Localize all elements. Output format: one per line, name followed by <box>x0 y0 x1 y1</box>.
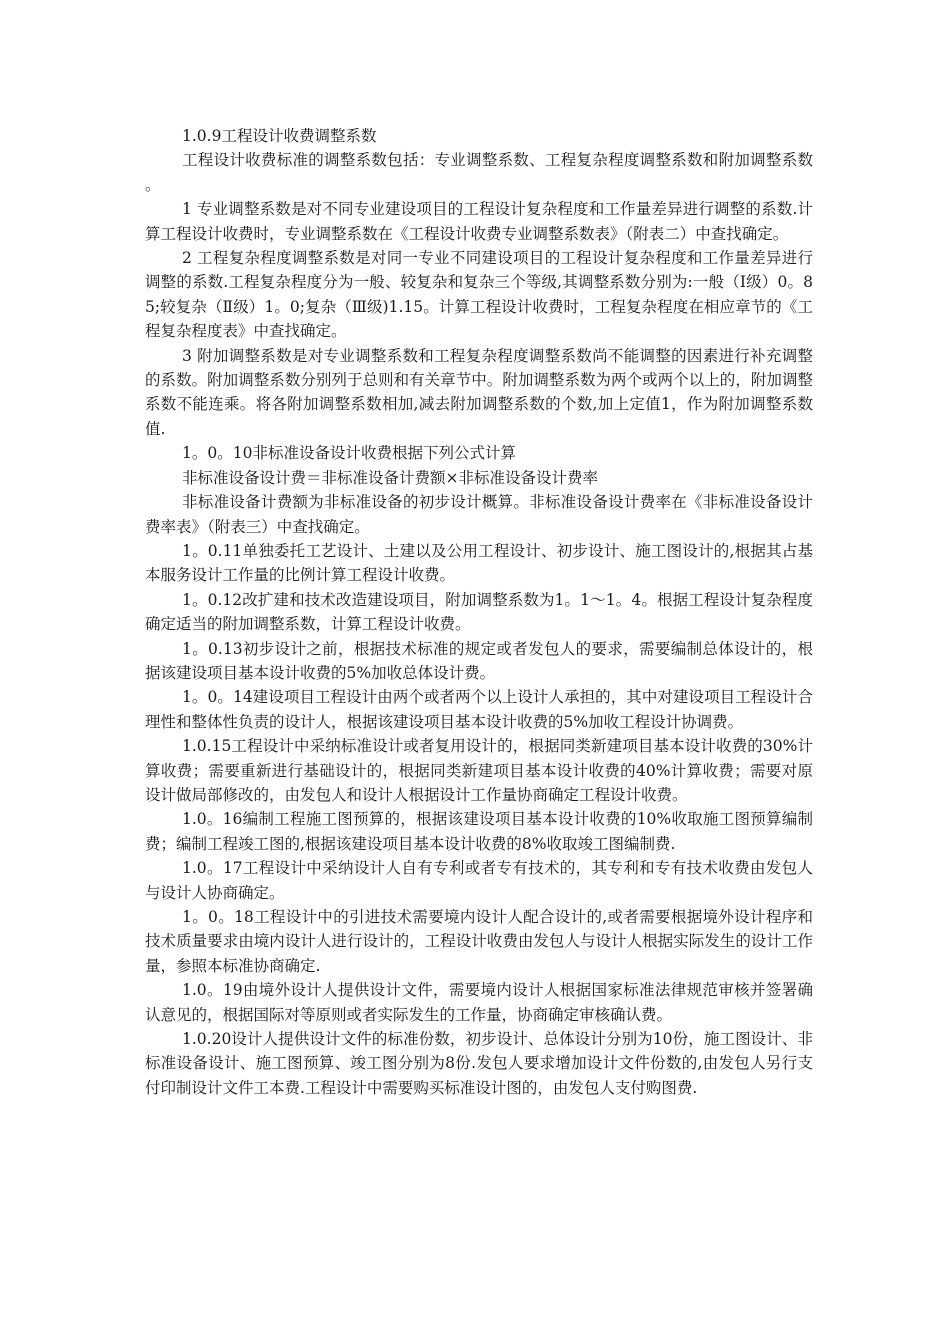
paragraph-complexity-coefficient: 2 工程复杂程度调整系数是对同一专业不同建设项目的工程设计复杂程度和工作量差异进行调整的系数.工程复杂程度分为一般、较复杂和复杂三个等级,其调整系数分别为:一般（Ⅰ级）0。85;较复杂（Ⅱ级）1。0;复杂（Ⅲ级)1.15。计算工程设计收费时，工程复杂程度在相应章节的《工程复杂程度表》中查找确定。 <box>145 249 813 341</box>
paragraph-1-0-18: 1。0。18工程设计中的引进技术需要境内设计人配合设计的,或者需要根据境外设计程序和技术质量要求由境内设计人进行设计的，工程设计收费由发包人与设计人根据实际发生的设计工作量，参照本标准协商确定. <box>145 908 813 975</box>
section-heading-1-0-9: 1.0.9工程设计收费调整系数 <box>182 127 377 145</box>
paragraph-adjustment-overview: 工程设计收费标准的调整系数包括：专业调整系数、工程复杂程度调整系数和附加调整系数。 <box>145 151 813 194</box>
paragraph-professional-coefficient: 1 专业调整系数是对不同专业建设项目的工程设计复杂程度和工作量差异进行调整的系数.计算工程设计收费时，专业调整系数在《工程设计收费专业调整系数表》（附表二）中查找确定。 <box>145 200 813 243</box>
paragraph-1-0-11: 1。0.11单独委托工艺设计、土建以及公用工程设计、初步设计、施工图设计的,根据其占基本服务设计工作量的比例计算工程设计收费。 <box>145 541 813 585</box>
section-heading-1-0-10: 1。0。10非标准设备设计收费根据下列公式计算 <box>182 444 516 463</box>
paragraph-1-0-12: 1。0.12改扩建和技术改造建设项目，附加调整系数为1。1～1。4。根据工程设计复杂程度确定适当的附加调整系数，计算工程设计收费。 <box>145 590 813 634</box>
paragraph-1-0-16: 1.0。16编制工程施工图预算的，根据该建设项目基本设计收费的10%收取施工图预算编制费；编制工程竣工图的,根据该建设项目基本设计收费的8%收取竣工图编制费. <box>145 810 813 853</box>
formula-line: 非标准设备设计费＝非标准设备计费额×非标准设备设计费率 <box>182 468 598 487</box>
paragraph-1-0-15: 1.0.15工程设计中采纳标准设计或者复用设计的，根据同类新建项目基本设计收费的30%计算收费；需要重新进行基础设计的，根据同类新建项目基本设计收费的40%计算收费；需要对原设计做局部修改的，由发包人和设计人根据设计工作量协商确定工程设计收费。 <box>145 737 813 804</box>
paragraph-1-0-17: 1.0。17工程设计中采纳设计人自有专利或者专有技术的，其专利和专有技术收费由发包人与设计人协商确定。 <box>145 859 813 902</box>
paragraph-1-0-13: 1。0.13初步设计之前，根据技术标准的规定或者发包人的要求，需要编制总体设计的，根据该建设项目基本设计收费的5%加收总体设计费。 <box>145 639 813 682</box>
paragraph-additional-coefficient: 3 附加调整系数是对专业调整系数和工程复杂程度调整系数尚不能调整的因素进行补充调整的系数。附加调整系数分别列于总则和有关章节中。附加调整系数为两个或两个以上的，附加调整系数不能连乘。将各附加调整系数相加,减去附加调整系数的个数,加上定值1，作为附加调整系数值. <box>145 346 813 438</box>
paragraph-1-0-19: 1.0。19由境外设计人提供设计文件，需要境内设计人根据国家标准法律规范审核并签署确认意见的，根据国际对等原则或者实际发生的工作量，协商确定审核确认费。 <box>145 981 813 1024</box>
paragraph-1-0-14: 1。0。14建设项目工程设计由两个或者两个以上设计人承担的，其中对建设项目工程设计合理性和整体性负责的设计人，根据该建设项目基本设计收费的5%加收工程设计协调费。 <box>145 688 813 731</box>
paragraph-nonstandard-equipment: 非标准设备计费额为非标准设备的初步设计概算。非标准设备设计费率在《非标准设备设计费率表》（附表三）中查找确定。 <box>145 493 813 536</box>
document-body <box>145 124 813 1100</box>
paragraph-1-0-20: 1.0.20设计人提供设计文件的标准份数，初步设计、总体设计分别为10份，施工图设计、非标准设备设计、施工图预算、竣工图分别为8份.发包人要求增加设计文件份数的,由发包人另行支付印制设计文件工本费.工程设计中需要购买标准设计图的，由发包人支付购图费. <box>145 1030 813 1097</box>
